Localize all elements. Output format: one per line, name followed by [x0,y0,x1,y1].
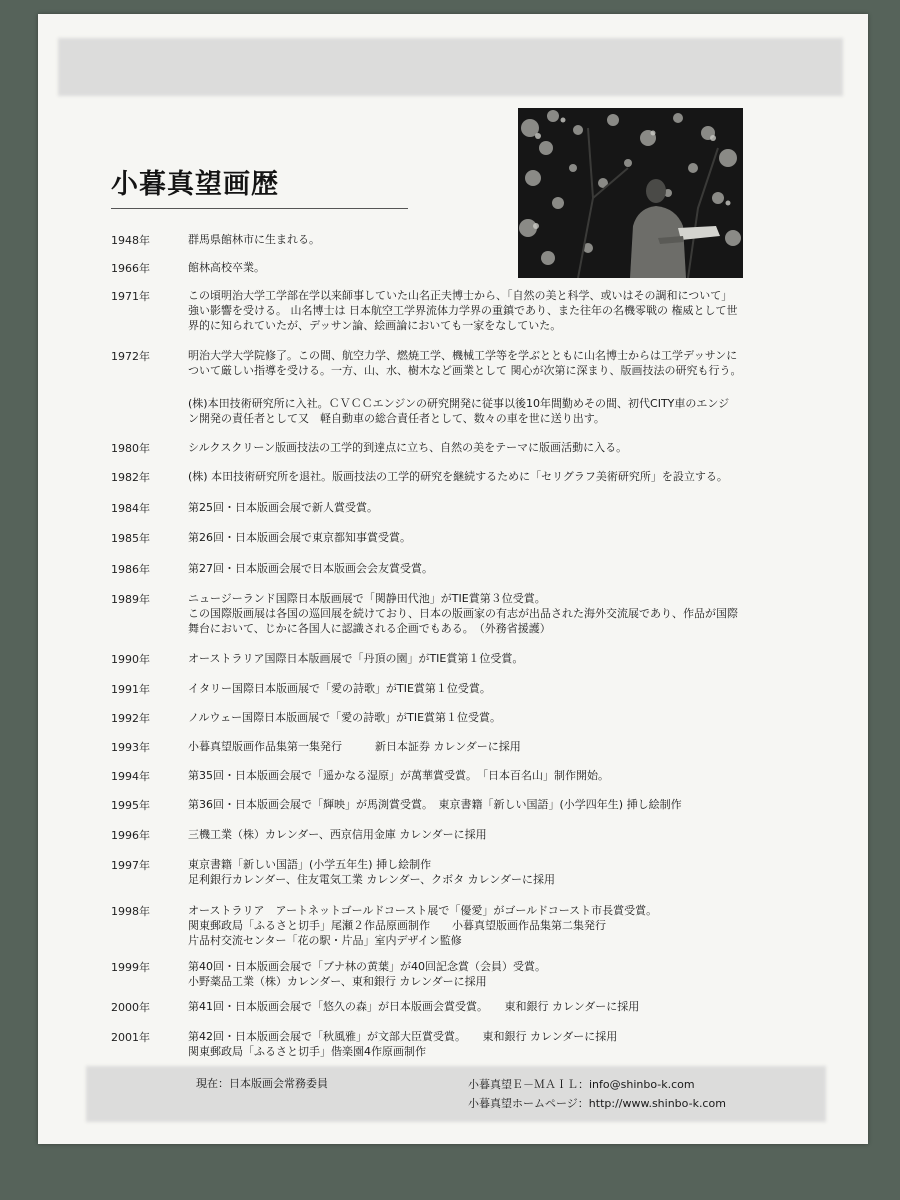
entry-line: (株) 本田技術研究所を退社。版画技法の工学的研究を継続するために「セリグラフ美術研究所」を設立する。 [188,470,728,483]
entry-year: 1982年 [111,471,150,484]
entry-line: この頃明治大学工学部在学以来師事していた山名正夫博士から、「自然の美と科学、或いはその調和について」 [188,289,733,302]
entry-line: 小暮真望版画作品集第一集発行 新日本証券 カレンダーに採用 [188,740,521,753]
entry-year: 1994年 [111,770,150,783]
entry-text [188,768,828,783]
entry-line: 強い影響を受ける。 山名博士は 日本航空工学界流体力学界の重鎮であり、また往年の名機零戦の 権威として世 [188,304,738,317]
entry-text [188,500,828,515]
email-line: 小暮真望Ｅ－ＭＡＩＬ：info@shinbo-k.com [468,1078,695,1091]
entry-line: 第42回・日本版画会展で「秋風雅」が文部大臣賞受賞。 東和銀行 カレンダーに採用 [188,1030,618,1043]
entry-line: イタリー国際日本版画展で「愛の詩歌」がTIE賞第１位受賞。 [188,682,491,695]
entry-line: (株)本田技術研究所に入社。ＣＶＣＣエンジンの研究開発に従事以後10年間勤めその間、初代CITY車のエンジ [188,397,730,410]
entry-year: 1999年 [111,961,150,974]
entry-text [188,651,828,666]
entry-line: ついて厳しい指導を受ける。一方、山、水、樹木など画業として 関心が次第に深まり、版画技法の研究も行う。 [188,364,742,377]
entry-year: 1990年 [111,653,150,666]
entry-line: 館林高校卒業。 [188,261,265,274]
entry-line: 第35回・日本版画会展で「遥かなる湿原」が萬華賞受賞。 「日本百名山」制作開始。 [188,769,609,782]
entry-line: ン開発の責任者として又 軽自動車の総合責任者として、数々の車を世に送り出す。 [188,412,605,425]
entry-text [188,561,828,576]
entry-line: オーストラリア アートネットゴールドコースト展で「優愛」がゴールドコースト市長賞受賞。 [188,904,658,917]
entry-line: 東京書籍「新しい国語」(小学五年生) 挿し絵制作 [188,858,432,871]
entry-line: シルクスクリーン版画技法の工学的到達点に立ち、自然の美をテーマに版画活動に入る。 [188,441,628,454]
entry-text [188,591,828,636]
entry-line: 第41回・日本版画会展で「悠久の森」が日本版画会賞受賞。 東和銀行 カレンダーに採用 [188,1000,640,1013]
entry-text [188,739,828,754]
entry-year: 1992年 [111,712,150,725]
top-gray-band [58,38,843,96]
entry-text [188,959,828,989]
entry-line: 三機工業（株）カレンダー、西京信用金庫 カレンダーに採用 [188,828,487,841]
entry-year: 1972年 [111,350,150,363]
entry-text [188,857,828,887]
entry-line: 第27回・日本版画会展で日本版画会会友賞受賞。 [188,562,433,575]
entry-line: 第36回・日本版画会展で「輝映」が馬渕賞受賞。 東京書籍「新しい国語」(小学四年生) 挿し絵制作 [188,798,682,811]
entry-line: ニュージーランド国際日本版画展で「関静田代池」がTIE賞第３位受賞。 [188,592,546,605]
entry-text [188,1029,828,1059]
entry-text [188,827,828,842]
entry-year: 1996年 [111,829,150,842]
entry-line: 明治大学大学院修了。この間、航空力学、燃焼工学、機械工学等を学ぶとともに山名博士からは工学デッサンに [188,349,738,362]
entry-text [188,797,828,812]
entry-line: 群馬県館林市に生まれる。 [188,233,320,246]
entry-line: オーストラリア国際日本版画展で「丹頂の園」がTIE賞第１位受賞。 [188,652,524,665]
document-page [38,14,868,1144]
entry-year: 1997年 [111,859,150,872]
entry-line: 第40回・日本版画会展で「ブナ林の黄葉」が40回記念賞（会員）受賞。 [188,960,546,973]
entry-year: 1989年 [111,593,150,606]
entry-text [188,903,828,948]
entry-text [188,710,828,725]
current-position: 現在：日本版画会常務委員 [196,1077,328,1090]
entry-line: 小野薬品工業（株）カレンダー、東和銀行 カレンダーに採用 [188,975,487,988]
artist-photo [518,108,743,278]
entry-text [188,469,828,484]
entry-line: 第25回・日本版画会展で新人賞受賞。 [188,501,378,514]
entry-year: 2000年 [111,1001,150,1014]
entry-year: 1991年 [111,683,150,696]
entry-year: 1984年 [111,502,150,515]
entry-year: 1948年 [111,234,150,247]
entry-line: 舞台において、じかに各国人に認識される企画でもある。 （外務省援護） [188,622,551,635]
entry-text [188,681,828,696]
entry-line: 関東郵政局「ふるさと切手」尾瀬２作品原画制作 小暮真望版画作品集第二集発行 [188,919,606,932]
entry-year: 1966年 [111,262,150,275]
entry-year: 1971年 [111,290,150,303]
entry-text [188,440,828,455]
entry-text [188,348,828,378]
entry-year: 1980年 [111,442,150,455]
entry-text [188,396,828,426]
entry-text [188,999,828,1014]
entry-year: 1985年 [111,532,150,545]
entry-line: 第26回・日本版画会展で東京都知事賞受賞。 [188,531,411,544]
entry-line: 片品村交流センター「花の駅・片品」室内デザイン監修 [188,934,462,947]
entry-text [188,530,828,545]
entry-line: この国際版画展は各国の巡回展を続けており、日本の版画家の有志が出品された海外交流展であり、作品が国際 [188,607,738,620]
page-title: 小暮真望画歴 [111,169,279,200]
entry-year: 1993年 [111,741,150,754]
entry-line: ノルウェー国際日本版画展で「愛の詩歌」がTIE賞第１位受賞。 [188,711,502,724]
entry-year: 1998年 [111,905,150,918]
entry-year: 1986年 [111,563,150,576]
entry-text [188,288,828,333]
entry-line: 足利銀行カレンダー、住友電気工業 カレンダー、クボタ カレンダーに採用 [188,873,555,886]
entry-line: 関東郵政局「ふるさと切手」偕楽園4作原画制作 [188,1045,426,1058]
entry-text [188,260,828,275]
entry-text [188,232,828,247]
entry-year: 1995年 [111,799,150,812]
entry-year: 2001年 [111,1031,150,1044]
homepage-line: 小暮真望ホームページ：http://www.shinbo-k.com [468,1097,726,1110]
entry-line: 界的に知られていたが、デッサン論、絵画論においても一家をなしていた。 [188,319,562,332]
title-underline [111,208,408,209]
